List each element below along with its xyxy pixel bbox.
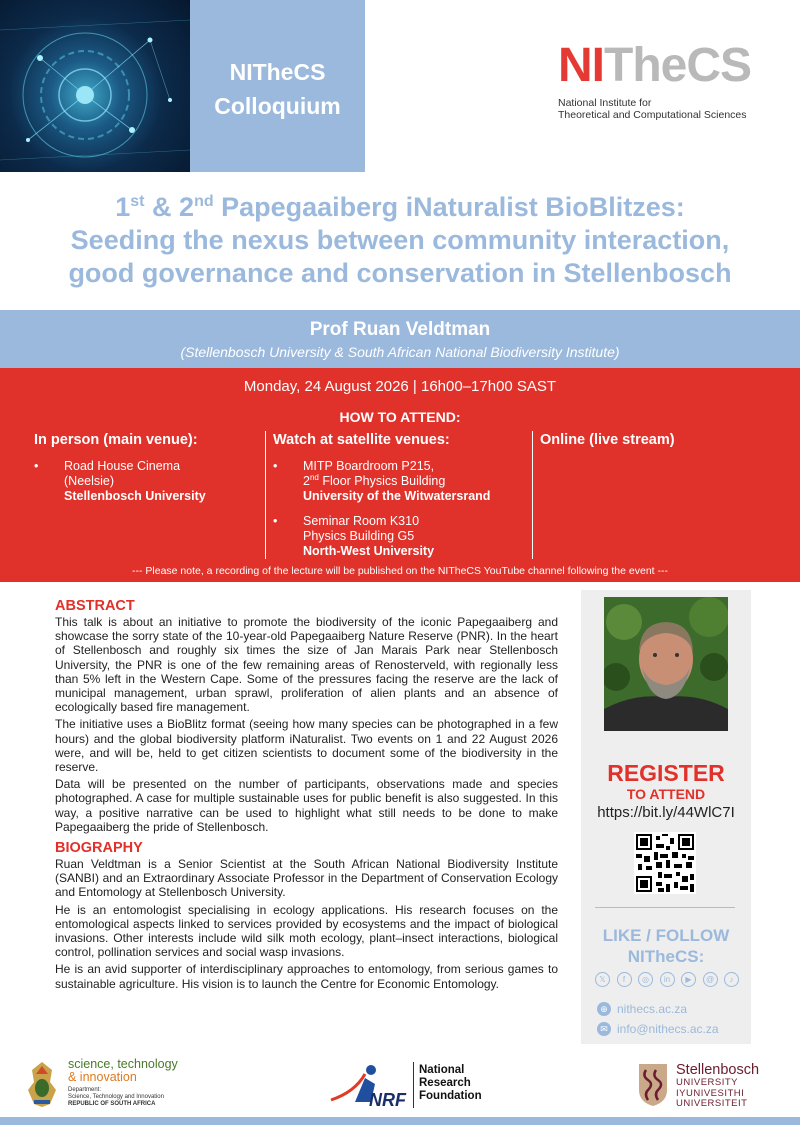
venue-institution: Stellenbosch University [64, 489, 206, 503]
registration-link[interactable]: https://bit.ly/44WlC7I [597, 804, 735, 821]
bullet: • [273, 459, 278, 473]
venue-line2-num: 2 [303, 474, 310, 488]
title-ord1-sup: st [130, 193, 145, 210]
title-line2: Seeding the nexus between community interaction, [70, 225, 730, 255]
svg-text:NRF: NRF [369, 1090, 406, 1108]
event-series-line1: NITheCS [229, 59, 326, 85]
venue-item [273, 514, 528, 559]
sun-line2: UNIVERSITY [676, 1077, 739, 1088]
venue-institution: North-West University [303, 544, 435, 558]
register-heading: REGISTER [607, 760, 725, 786]
mail-icon: ✉ [597, 1022, 611, 1036]
biography-paragraph: He is an entomologist specialising in ecology applications. His research focuses on the entomological aspects linked to services provided by ecosystems and the impact of biological invasions. Other interests include wild silk moth ecology, plant–insect interactions, biological control, pollination services and social wasp invasions. [55, 902, 558, 960]
dsti-line3: Department: [68, 1087, 102, 1093]
dsti-line2: & innovation [68, 1070, 137, 1084]
venue-line1: MITP Boardroom P215, [303, 459, 435, 473]
x-icon[interactable]: 𝕏 [595, 972, 610, 987]
speaker-name: Prof Ruan Veldtman [309, 319, 491, 340]
speaker-band [0, 310, 800, 368]
title-line1-rest: Papegaaiberg iNaturalist BioBlitzes: [213, 192, 685, 222]
abstract-heading: ABSTRACT [55, 598, 135, 614]
title-amp: & [144, 192, 180, 222]
globe-icon: ⊕ [597, 1002, 611, 1016]
title-line3: good governance and conservation in Stellenbosch [68, 258, 732, 288]
to-attend-label: TO ATTEND [626, 786, 706, 802]
biography-paragraph: He is an avid supporter of interdisciplinary approaches to entomology, from serious games to sustainable agriculture. His vision is to launch the Centre for Economic Entomology. [55, 962, 558, 991]
venue-item [273, 459, 528, 504]
nrf-logo [325, 1058, 495, 1110]
biography-paragraph: Ruan Veldtman is a Senior Scientist at the South African National Biodiversity Institute (SANBI) and an Extraordinary Associate Professor in the Department of Conservation Ecology and Entomology at Stellenbosch University. [55, 857, 558, 900]
dsti-logo [22, 1058, 192, 1110]
registration-qr-code[interactable] [634, 832, 696, 894]
stellenbosch-logo [636, 1058, 781, 1110]
venue-line2: Physics Building G5 [303, 529, 415, 543]
venue-line2-sup: nd [309, 473, 319, 482]
sun-line4: UNIVERSITEIT [676, 1098, 748, 1109]
online-heading[interactable]: Online (live stream) [540, 432, 675, 448]
online-column [540, 431, 740, 561]
sa-coat-of-arms-icon [22, 1060, 62, 1108]
title-ord2: 2 [179, 192, 195, 222]
social-icons [595, 972, 739, 987]
footer-bar [0, 1117, 800, 1125]
logo-sub-line1: National Institute for [558, 97, 652, 109]
speaker-photo [604, 597, 728, 731]
talk-title [0, 191, 800, 290]
follow-line1: LIKE / FOLLOW [602, 926, 730, 945]
panel-divider [595, 907, 735, 908]
venue-item [34, 459, 264, 504]
nrf-line1: National [419, 1064, 465, 1076]
bullet: • [273, 514, 278, 528]
speaker-affiliation: (Stellenbosch University & South African National Biodiversity Institute) [180, 344, 620, 360]
facebook-icon[interactable]: f [617, 972, 632, 987]
sun-line1: Stellenbosch [676, 1062, 760, 1078]
nrf-line2: Research [419, 1077, 471, 1089]
abstract-paragraph: This talk is about an initiative to promote the biodiversity of the iconic Papegaaiberg and showcase the sorry state of the 10-year-old Papegaaiberg Nature Reserve (PNR). In the heart of Stellenbosch and roughly six times the size of Jan Marais Park near Stellenbosch University, the PNR is one of the few remaining areas of Renosterveld, with regionally less than 5% left in the Western Cape. Some of the pressures facing the reserve are the lack of municipal management, urban sprawl, proliferation of alien plants and an absence of ecologically based fire management. [55, 615, 558, 715]
dsti-line4: Science, Technology and Innovation [68, 1094, 164, 1100]
logo-ni: NI [558, 39, 604, 92]
email-link[interactable]: info@nithecs.ac.za [617, 1022, 719, 1036]
venue-institution: University of the Witwatersrand [303, 489, 491, 503]
website-contact[interactable] [597, 1002, 687, 1016]
venue-line1: Road House Cinema [64, 459, 181, 473]
dsti-line5: REPUBLIC OF SOUTH AFRICA [68, 1101, 156, 1107]
nrf-line3: Foundation [419, 1090, 482, 1102]
in-person-column [34, 431, 264, 561]
threads-icon[interactable]: @ [703, 972, 718, 987]
abstract-paragraph: The initiative uses a BioBlitz format (seeing how many species can be photographed in a few hours) and the global biodiversity platform iNaturalist. Two events on 1 and 22 August 2026 were, and will be, held to get citizen scientists to document some of the biodiversity in the reserve. [55, 717, 558, 775]
sun-line3: IYUNIVESITHI [676, 1087, 745, 1099]
biography-heading: BIOGRAPHY [55, 840, 143, 857]
email-contact[interactable] [597, 1022, 719, 1036]
nrf-mark-icon [325, 1062, 410, 1108]
event-series-label [190, 55, 365, 123]
column-divider [265, 431, 266, 559]
abstract-paragraph: Data will be presented on the number of participants, observations made and species photographed. A case for multiple sustainable uses for public benefit is also suggested. In this way, a positive narrative can be used to highlight what still needs to be done to make Papegaaiberg the pride of Stellenbosch. [55, 777, 558, 834]
linkedin-icon[interactable]: in [660, 972, 675, 987]
in-person-heading: In person (main venue): [34, 432, 198, 448]
event-details [0, 368, 800, 582]
event-series-line2: Colloquium [214, 93, 341, 119]
follow-line2: NITheCS: [627, 947, 705, 966]
title-ord2-sup: nd [194, 193, 214, 210]
nithecs-logo [558, 39, 752, 121]
event-date-time: Monday, 24 August 2026 | 16h00–17h00 SAST [243, 378, 557, 395]
logo-sub-line2: Theoretical and Computational Sciences [558, 109, 747, 121]
logo-thecs: TheCS [604, 39, 752, 92]
header-network-image [0, 0, 190, 172]
title-ord1: 1 [115, 192, 131, 222]
column-divider [532, 431, 533, 559]
bullet: • [34, 459, 39, 473]
venue-line2-rest: Floor Physics Building [318, 474, 446, 488]
satellite-column [273, 431, 528, 561]
website-link[interactable]: nithecs.ac.za [617, 1002, 688, 1016]
tiktok-icon[interactable]: ♪ [724, 972, 739, 987]
follow-heading [581, 925, 751, 967]
instagram-icon[interactable]: ◎ [638, 972, 653, 987]
header [0, 0, 800, 172]
satellite-heading: Watch at satellite venues: [273, 432, 450, 448]
venue-line2: (Neelsie) [64, 474, 115, 488]
main-text [55, 598, 558, 991]
stellenbosch-crest-icon [636, 1060, 670, 1108]
how-to-attend-heading: HOW TO ATTEND: [339, 409, 461, 425]
nrf-divider [413, 1062, 414, 1108]
recording-note: --- Please note, a recording of the lecture will be published on the NITheCS YouTube channel following the event --- [131, 565, 668, 577]
dsti-line1: science, technology [68, 1057, 178, 1071]
youtube-icon[interactable]: ▶ [681, 972, 696, 987]
venue-line1: Seminar Room K310 [303, 514, 420, 528]
registration-panel [581, 590, 751, 1044]
